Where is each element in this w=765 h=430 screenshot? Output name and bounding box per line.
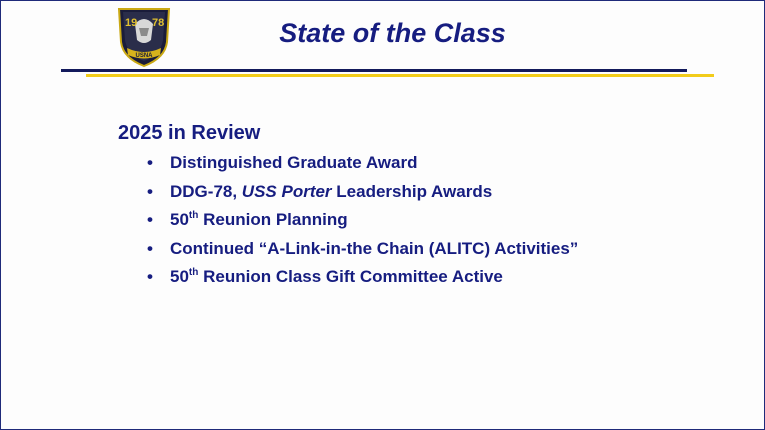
bullet-text-suffix: Reunion Class Gift Committee Active [198,267,503,286]
title-rule-navy [61,69,687,72]
bullet-glyph: • [147,238,153,258]
bullet-glyph: • [147,267,153,286]
crest-year-right: 78 [152,17,165,29]
bullet-text-ordinal: th [188,210,199,221]
bullet-text-number: 50 [170,267,189,286]
section-heading: 2025 in Review [118,122,261,144]
bullet-glyph: • [147,210,153,229]
bullet-glyph: • [147,181,153,201]
crest-banner: USNA [135,53,153,59]
bullet-text-suffix: Reunion Planning [198,210,348,229]
bullet-text: Distinguished Graduate Award [170,153,418,172]
bullet-item [147,239,578,268]
bullet-text: Continued “A-Link-in-the Chain (ALITC) Activities” [170,238,579,258]
bullet-item [147,210,578,239]
crest-year-left: 19 [125,17,138,29]
bullet-item [147,182,578,211]
bullet-list [147,153,578,296]
bullet-text-prefix: DDG-78, [170,181,242,201]
bullet-text-number: 50 [170,210,189,229]
slide-title: State of the Class [279,18,506,48]
bullet-text-suffix: Leadership Awards [331,181,493,201]
bullet-glyph: • [147,153,153,172]
title-rule-gold [86,74,714,77]
bullet-item [147,153,578,182]
bullet-text-ordinal: th [188,267,199,278]
bullet-text-ship-name: USS Porter [241,181,332,201]
bullet-item [147,267,578,296]
